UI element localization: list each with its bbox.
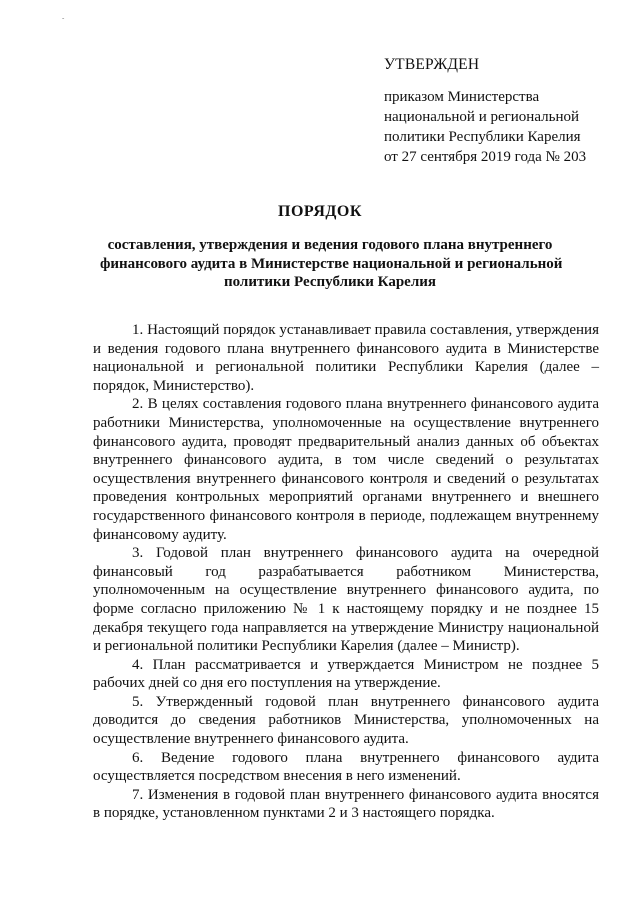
paragraph-2: 2. В целях составления годового плана внутреннего финансового аудита работники Министерства, уполномоченные на осуществление внутреннего финансового аудита, проводят предварительный анализ данных об объектах внутреннего финансового аудита, в том числе сведений о результатах осуществления внутреннего финансового контроля и сведений о результатах проведения контрольных мероприятий органами внутреннего и внешнего государственного финансового контроля в периоде, подлежащем внутреннему финансовому аудиту. — [93, 396, 599, 543]
approval-line: приказом Министерства — [384, 89, 540, 105]
approval-line: от 27 сентября 2019 года № 203 — [384, 149, 587, 165]
subtitle-line: политики Республики Карелия — [223, 274, 437, 290]
document-title: ПОРЯДОК — [278, 203, 362, 220]
paragraph-5: 5. Утвержденный годовой план внутреннего финансового аудита доводится до сведения работников Министерства, уполномоченных на осуществление внутреннего финансового аудита. — [93, 693, 599, 748]
approval-block — [384, 55, 624, 167]
document-subtitle — [100, 236, 563, 292]
paragraph-4: 4. План рассматривается и утверждается Министром не позднее 5 рабочих дней со дня его поступления на утверждение. — [93, 656, 599, 692]
paragraph-3: 3. Годовой план внутреннего финансового аудита на очередной финансовый год разрабатывается работником Министерства, уполномоченным на осуществление внутреннего финансового аудита, по форме согласно приложению № 1 к настоящему порядку и не позднее 15 декабря текущего года направляется на утверждение Министру национальной и региональной политики Республики Карелия (далее – Министр). — [93, 545, 599, 655]
subtitle-line: финансового аудита в Министерстве национальной и региональной — [100, 255, 563, 272]
document-body — [93, 321, 599, 823]
paragraph-7: 7. Изменения в годовой план внутреннего финансового аудита вносятся в порядке, установленном пунктами 2 и 3 настоящего порядка. — [93, 786, 599, 822]
corner-mark: - — [62, 14, 65, 22]
approval-line: политики Республики Карелия — [384, 129, 581, 145]
paragraph-6: 6. Ведение годового плана внутреннего финансового аудита осуществляется посредством внесения в него изменений. — [93, 749, 599, 785]
approval-heading: УТВЕРЖДЕН — [384, 56, 480, 73]
paragraph-1: 1. Настоящий порядок устанавливает правила составления, утверждения и ведения годового плана внутреннего финансового аудита в Министерстве национальной и региональной политики Республики Карелия (далее – порядок, Министерство). — [93, 322, 599, 394]
approval-line: национальной и региональной — [384, 109, 579, 125]
subtitle-line: составления, утверждения и ведения годового плана внутреннего — [107, 237, 553, 253]
